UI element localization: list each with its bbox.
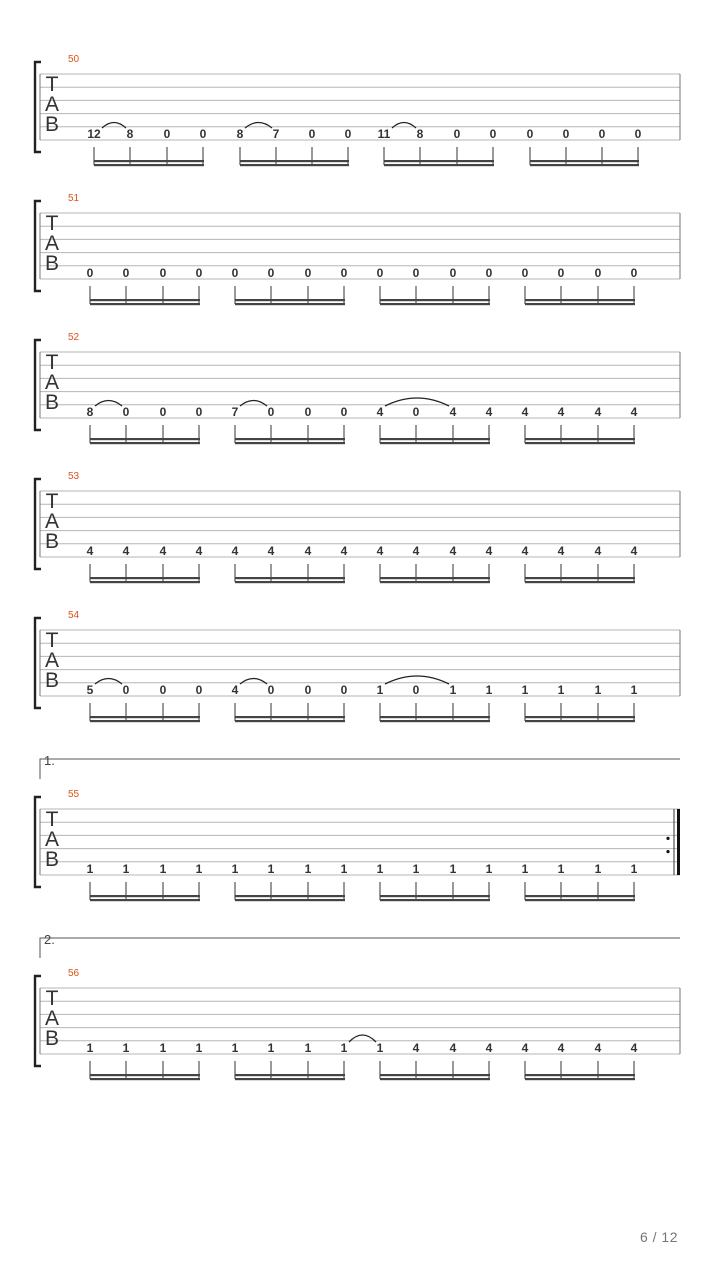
beam-secondary (90, 899, 200, 901)
fret-number: 11 (377, 127, 391, 141)
fret-number: 0 (489, 127, 497, 141)
fret-number: 1 (521, 862, 529, 876)
beam-primary (525, 577, 635, 579)
beam-primary (380, 577, 490, 579)
measure-number: 56 (68, 968, 80, 979)
beam-secondary (90, 581, 200, 583)
beam-secondary (90, 442, 200, 444)
fret-number: 4 (557, 544, 565, 558)
beam-primary (90, 716, 200, 718)
beam-secondary (525, 1078, 635, 1080)
tab-letter-a: A (44, 510, 60, 533)
fret-number: 1 (195, 1041, 203, 1055)
beam-secondary (525, 442, 635, 444)
fret-number: 0 (449, 266, 457, 280)
fret-number: 4 (231, 544, 239, 558)
beam-secondary (235, 720, 345, 722)
fret-number: 0 (267, 405, 275, 419)
fret-number: 4 (304, 544, 312, 558)
beat-group (520, 862, 639, 901)
fret-number: 0 (634, 127, 642, 141)
beam-secondary (380, 303, 490, 305)
tab-system-54 (35, 610, 680, 722)
fret-number: 4 (594, 1041, 602, 1055)
fret-number: 4 (376, 405, 384, 419)
fret-number: 0 (376, 266, 384, 280)
beam-secondary (525, 303, 635, 305)
beam-primary (525, 438, 635, 440)
fret-number: 0 (122, 405, 130, 419)
beam-secondary (380, 720, 490, 722)
beam-secondary (235, 581, 345, 583)
tab-system-56 (35, 932, 680, 1080)
fret-number: 1 (340, 1041, 348, 1055)
fret-number: 1 (304, 862, 312, 876)
fret-number: 0 (526, 127, 534, 141)
beam-primary (525, 1074, 635, 1076)
fret-number: 1 (159, 862, 167, 876)
beat-group (520, 1041, 639, 1080)
fret-number: 1 (86, 1041, 94, 1055)
measure-number: 53 (68, 471, 80, 482)
beat-group (520, 544, 639, 583)
fret-number: 0 (159, 683, 167, 697)
tab-letter-t: T (45, 987, 59, 1010)
fret-number: 0 (562, 127, 570, 141)
fret-number: 0 (195, 405, 203, 419)
fret-number: 8 (236, 127, 244, 141)
repeat-dot (666, 837, 669, 840)
fret-number: 4 (449, 544, 457, 558)
beam-primary (525, 895, 635, 897)
beat-group (230, 401, 349, 445)
tab-letter-b: B (44, 530, 60, 553)
beam-primary (235, 299, 345, 301)
beam-primary (235, 438, 345, 440)
beam-primary (380, 299, 490, 301)
fret-number: 4 (449, 1041, 457, 1055)
beat-group (375, 123, 498, 167)
measure-number: 52 (68, 332, 80, 343)
beam-primary (380, 1074, 490, 1076)
measure-number: 50 (68, 54, 80, 65)
beat-group (230, 679, 349, 723)
beam-primary (90, 438, 200, 440)
fret-number: 4 (412, 544, 420, 558)
beam-primary (235, 1074, 345, 1076)
fret-number: 0 (304, 683, 312, 697)
beam-secondary (380, 1078, 490, 1080)
tab-letter-b: B (44, 1027, 60, 1050)
tab-system-50 (35, 54, 680, 166)
fret-number: 0 (344, 127, 352, 141)
beam-secondary (380, 442, 490, 444)
beam-secondary (90, 303, 200, 305)
fret-number: 0 (630, 266, 638, 280)
tab-letter-t: T (45, 212, 59, 235)
tab-letter-t: T (45, 808, 59, 831)
fret-number: 0 (163, 127, 171, 141)
repeat-dot (666, 850, 669, 853)
fret-number: 4 (340, 544, 348, 558)
beat-group (235, 123, 353, 167)
tab-system-51 (35, 193, 680, 305)
fret-number: 4 (594, 544, 602, 558)
fret-number: 4 (376, 544, 384, 558)
fret-number: 4 (122, 544, 130, 558)
fret-number: 0 (231, 266, 239, 280)
tab-letter-a: A (44, 371, 60, 394)
fret-number: 4 (195, 544, 203, 558)
beat-group (520, 405, 639, 444)
volta-bracket (40, 938, 680, 958)
fret-number: 0 (412, 266, 420, 280)
fret-number: 1 (122, 862, 130, 876)
volta-label: 1. (44, 753, 55, 768)
fret-number: 1 (267, 862, 275, 876)
measure-number: 55 (68, 789, 80, 800)
fret-number: 1 (86, 862, 94, 876)
fret-number: 4 (449, 405, 457, 419)
fret-number: 0 (557, 266, 565, 280)
fret-number: 1 (485, 862, 493, 876)
measure-number: 54 (68, 610, 80, 621)
beat-group (375, 544, 494, 583)
beat-group (375, 1041, 494, 1080)
fret-number: 4 (485, 1041, 493, 1055)
fret-number: 1 (231, 1041, 239, 1055)
beam-primary (525, 299, 635, 301)
fret-number: 1 (557, 683, 565, 697)
tab-letter-a: A (44, 1007, 60, 1030)
fret-number: 4 (557, 1041, 565, 1055)
fret-number: 1 (449, 862, 457, 876)
beam-secondary (235, 899, 345, 901)
beam-secondary (384, 164, 494, 166)
fret-number: 0 (412, 405, 420, 419)
fret-number: 0 (453, 127, 461, 141)
fret-number: 4 (267, 544, 275, 558)
beat-group (520, 266, 639, 305)
fret-number: 1 (376, 862, 384, 876)
beam-secondary (90, 720, 200, 722)
fret-number: 8 (416, 127, 424, 141)
fret-number: 1 (412, 862, 420, 876)
beat-group (230, 862, 349, 901)
tab-system-52 (35, 332, 680, 444)
fret-number: 4 (521, 1041, 529, 1055)
fret-number: 0 (159, 405, 167, 419)
beam-primary (530, 160, 639, 162)
fret-number: 4 (557, 405, 565, 419)
fret-number: 0 (195, 683, 203, 697)
fret-number: 0 (412, 683, 420, 697)
beat-group (85, 862, 204, 901)
fret-number: 0 (340, 405, 348, 419)
beat-group (230, 266, 349, 305)
tab-letter-t: T (45, 629, 59, 652)
fret-number: 5 (86, 683, 94, 697)
tab-letter-t: T (45, 351, 59, 374)
fret-number: 1 (376, 683, 384, 697)
fret-number: 1 (231, 862, 239, 876)
beat-group (230, 544, 349, 583)
beat-group (375, 266, 494, 305)
fret-number: 4 (231, 683, 239, 697)
beam-primary (235, 716, 345, 718)
fret-number: 4 (521, 405, 529, 419)
tab-letter-t: T (45, 73, 59, 96)
fret-number: 7 (272, 127, 280, 141)
fret-number: 7 (231, 405, 239, 419)
tab-letter-b: B (44, 113, 60, 136)
beam-secondary (235, 442, 345, 444)
beat-group (525, 127, 643, 166)
beat-group (85, 266, 204, 305)
tab-letter-b: B (44, 391, 60, 414)
fret-number: 0 (340, 266, 348, 280)
fret-number: 1 (159, 1041, 167, 1055)
fret-number: 0 (521, 266, 529, 280)
fret-number: 1 (195, 862, 203, 876)
fret-number: 4 (86, 544, 94, 558)
beat-group (85, 544, 204, 583)
fret-number: 1 (267, 1041, 275, 1055)
fret-number: 0 (267, 683, 275, 697)
fret-number: 1 (594, 683, 602, 697)
beam-secondary (525, 899, 635, 901)
tab-system-53 (35, 471, 680, 583)
fret-number: 4 (630, 1041, 638, 1055)
fret-number: 0 (304, 266, 312, 280)
beat-group (85, 1041, 204, 1080)
beam-primary (235, 577, 345, 579)
beat-group (85, 401, 204, 445)
beam-primary (235, 895, 345, 897)
beat-group (85, 123, 208, 167)
tab-system-55 (35, 753, 680, 901)
beam-primary (240, 160, 349, 162)
fret-number: 4 (630, 405, 638, 419)
fret-number: 4 (159, 544, 167, 558)
fret-number: 0 (122, 266, 130, 280)
beat-group (230, 1041, 349, 1080)
fret-number: 4 (594, 405, 602, 419)
page-number: 6 / 12 (639, 1229, 678, 1245)
fret-number: 12 (87, 127, 101, 141)
fret-number: 1 (304, 1041, 312, 1055)
fret-number: 0 (122, 683, 130, 697)
fret-number: 1 (557, 862, 565, 876)
fret-number: 0 (598, 127, 606, 141)
fret-number: 4 (630, 544, 638, 558)
beam-primary (90, 1074, 200, 1076)
beam-primary (380, 438, 490, 440)
tab-letter-a: A (44, 828, 60, 851)
tab-letter-b: B (44, 848, 60, 871)
beam-secondary (380, 581, 490, 583)
beam-primary (90, 299, 200, 301)
fret-number: 1 (594, 862, 602, 876)
fret-number: 1 (376, 1041, 384, 1055)
beam-secondary (235, 303, 345, 305)
fret-number: 4 (412, 1041, 420, 1055)
fret-number: 0 (195, 266, 203, 280)
fret-number: 0 (86, 266, 94, 280)
fret-number: 0 (267, 266, 275, 280)
fret-number: 0 (594, 266, 602, 280)
beam-secondary (90, 1078, 200, 1080)
fret-number: 1 (630, 862, 638, 876)
tab-letter-b: B (44, 669, 60, 692)
fret-number: 4 (485, 544, 493, 558)
tab-letter-b: B (44, 252, 60, 275)
tab-letter-t: T (45, 490, 59, 513)
fret-number: 8 (126, 127, 134, 141)
beam-secondary (235, 1078, 345, 1080)
beam-secondary (240, 164, 349, 166)
beam-primary (90, 577, 200, 579)
fret-number: 1 (485, 683, 493, 697)
beam-primary (380, 716, 490, 718)
fret-number: 8 (86, 405, 94, 419)
fret-number: 1 (449, 683, 457, 697)
beam-primary (525, 716, 635, 718)
beam-secondary (525, 581, 635, 583)
beam-primary (90, 895, 200, 897)
beam-secondary (380, 899, 490, 901)
beam-primary (94, 160, 204, 162)
fret-number: 0 (340, 683, 348, 697)
measure-number: 51 (68, 193, 80, 204)
fret-number: 4 (521, 544, 529, 558)
beat-group (375, 862, 494, 901)
beam-primary (384, 160, 494, 162)
fret-number: 0 (485, 266, 493, 280)
fret-number: 0 (159, 266, 167, 280)
tab-letter-a: A (44, 232, 60, 255)
beam-secondary (530, 164, 639, 166)
beam-primary (380, 895, 490, 897)
fret-number: 1 (340, 862, 348, 876)
fret-number: 1 (630, 683, 638, 697)
volta-label: 2. (44, 932, 55, 947)
beat-group (520, 683, 639, 722)
tab-letter-a: A (44, 649, 60, 672)
volta-bracket (40, 759, 680, 779)
fret-number: 1 (521, 683, 529, 697)
beam-secondary (525, 720, 635, 722)
fret-number: 4 (485, 405, 493, 419)
tab-letter-a: A (44, 93, 60, 116)
fret-number: 0 (199, 127, 207, 141)
fret-number: 1 (122, 1041, 130, 1055)
beat-group (85, 679, 204, 723)
beam-secondary (94, 164, 204, 166)
fret-number: 0 (304, 405, 312, 419)
fret-number: 0 (308, 127, 316, 141)
